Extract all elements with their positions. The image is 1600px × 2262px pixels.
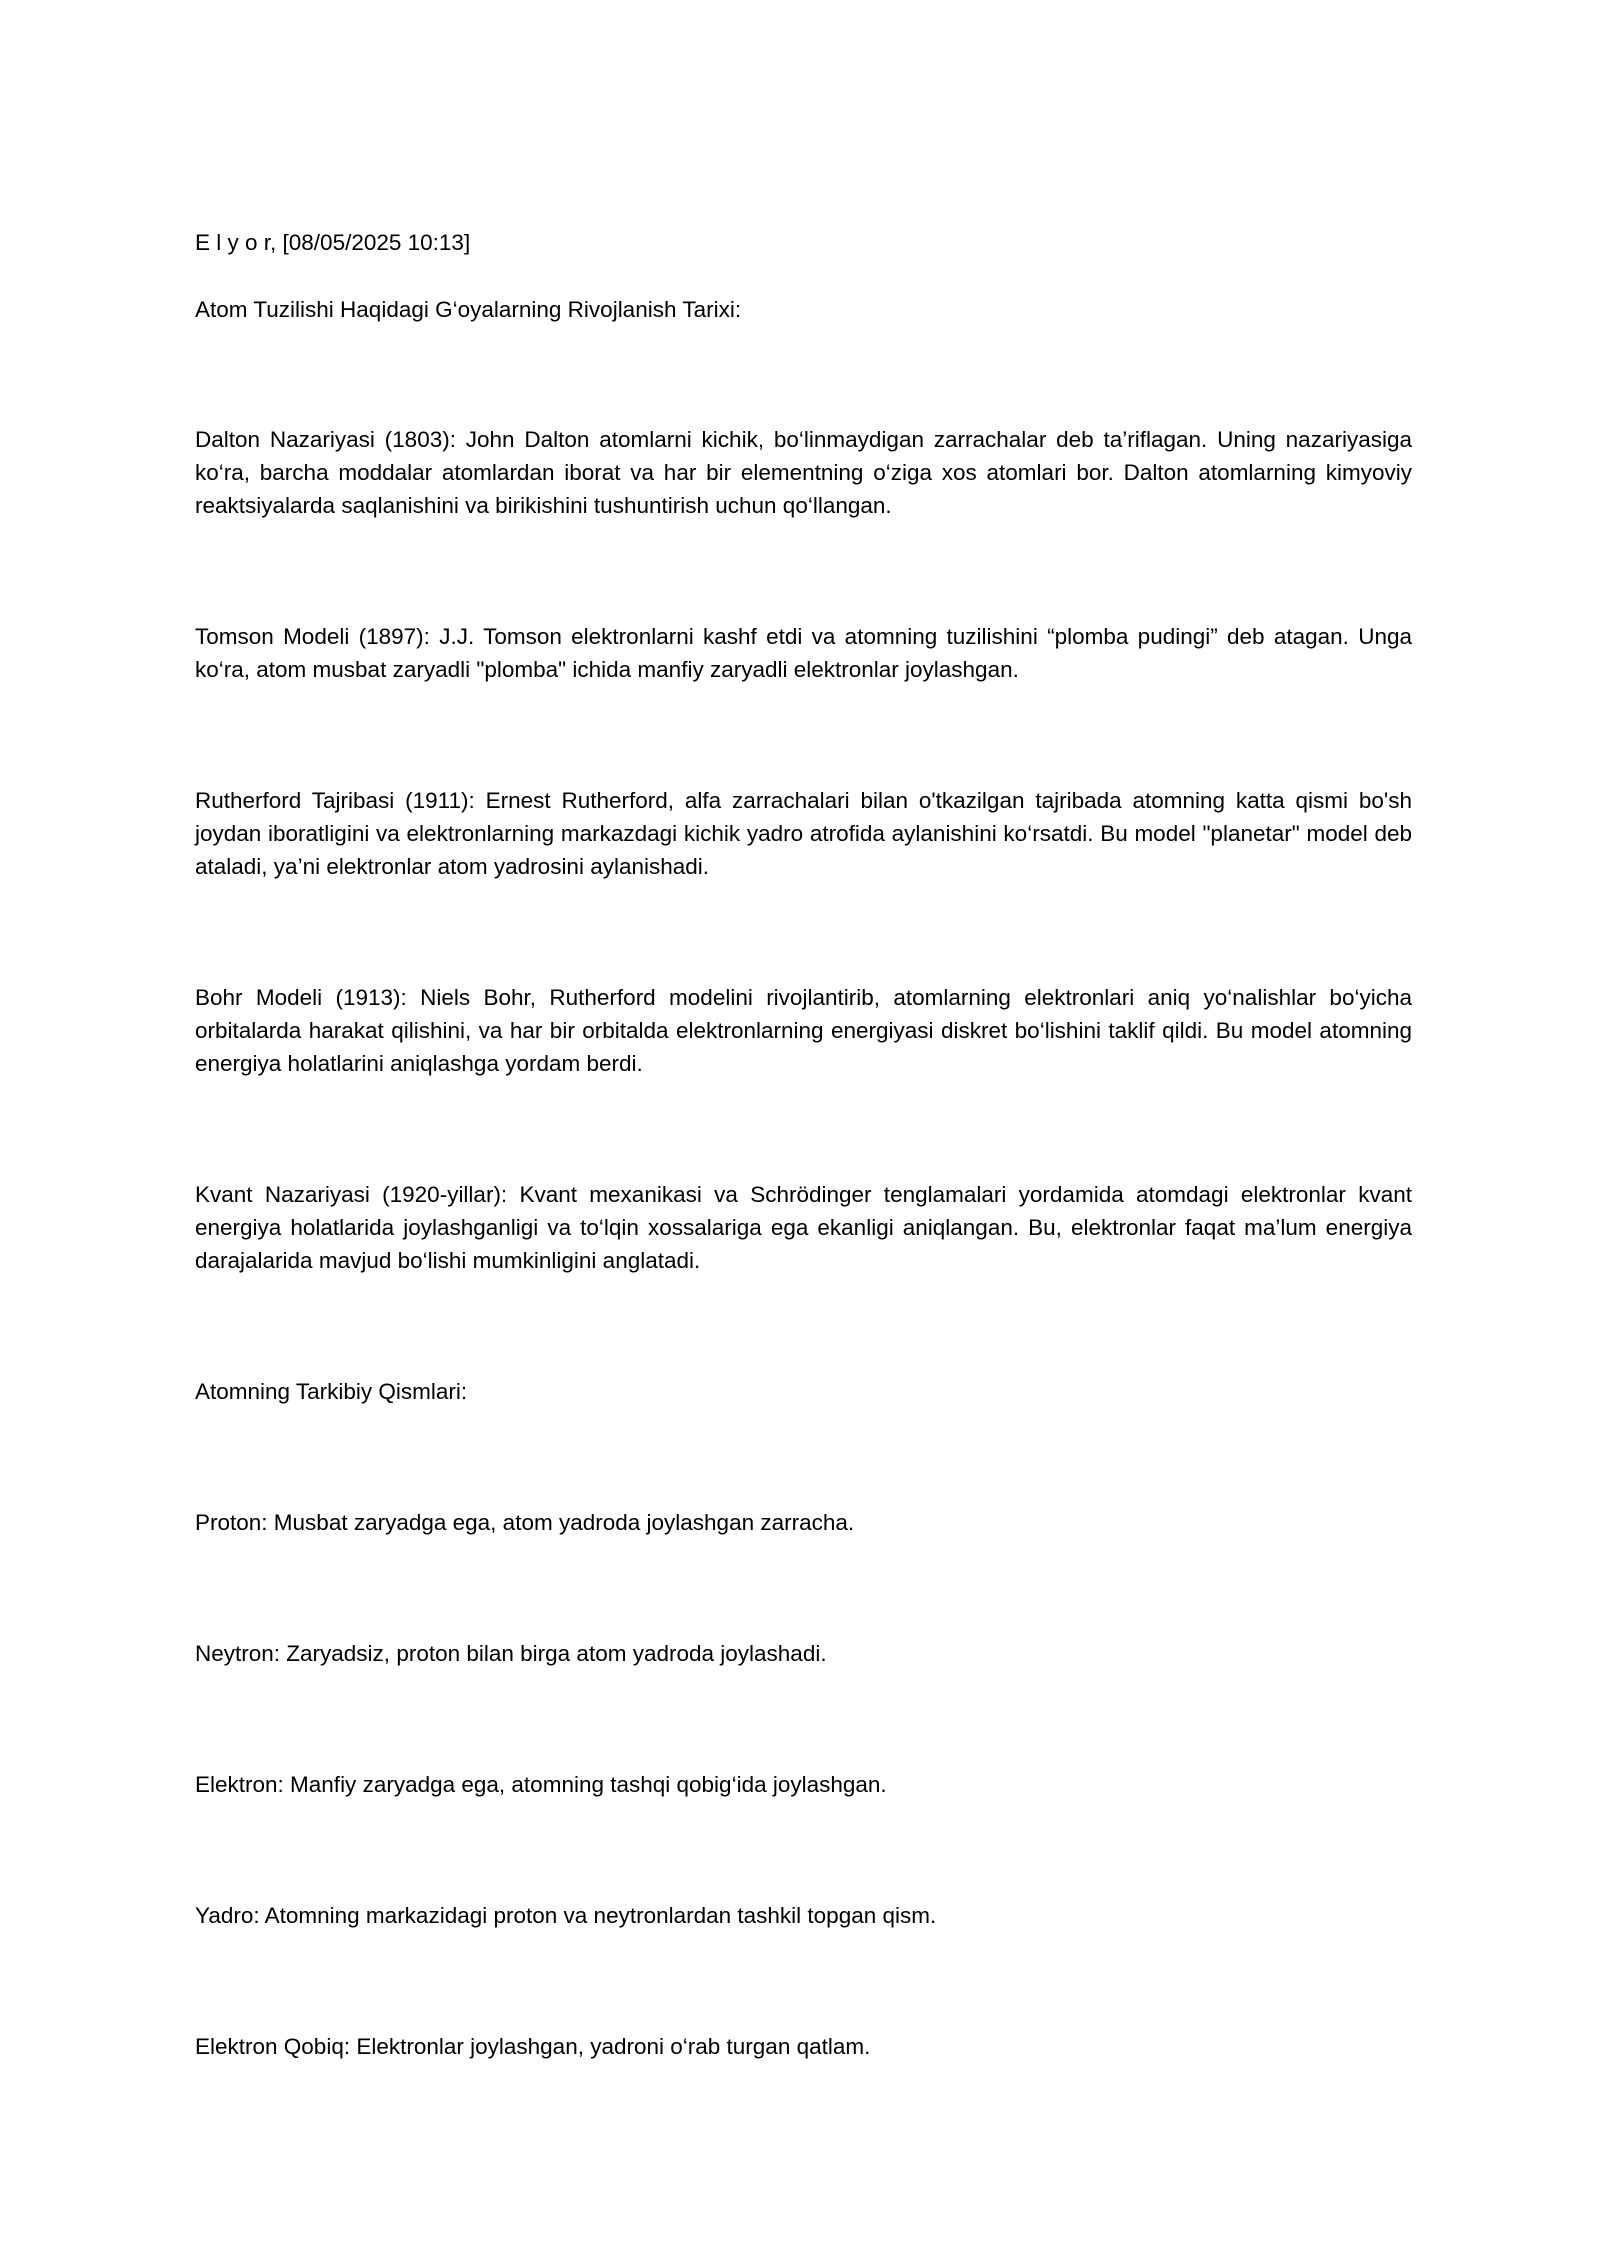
component-item-neytron: Neytron: Zaryadsiz, proton bilan birga atom yadroda joylashadi. [195,1641,827,1666]
document-page [195,0,1412,2262]
component-item-proton: Proton: Musbat zaryadga ega, atom yadroda joylashgan zarracha. [195,1510,855,1535]
component-item-elektron: Elektron: Manfiy zaryadga ega, atomning tashqi qobig‘ida joylashgan. [195,1772,887,1797]
components-heading: Atomning Tarkibiy Qismlari: [195,1379,468,1404]
history-item-bohr: Bohr Modeli (1913): Niels Bohr, Rutherford modelini rivojlantirib, atomlarning elektronlari aniq yo‘nalishlar bo‘yicha orbitalarda harakat qilishini, va har bir orbitalda elektronlarning energiyasi diskret bo‘lishini taklif qildi. Bu model atomning energiya holatlarini aniqlashga yordam berdi. [195,985,1412,1076]
component-item-elektron-qobiq: Elektron Qobiq: Elektronlar joylashgan, yadroni o‘rab turgan qatlam. [195,2034,871,2059]
document-title: Atom Tuzilishi Haqidagi G‘oyalarning Rivojlanish Tarixi: [195,297,742,322]
component-item-yadro: Yadro: Atomning markazidagi proton va neytronlardan tashkil topgan qism. [195,1903,937,1928]
history-item-dalton: Dalton Nazariyasi (1803): John Dalton atomlarni kichik, bo‘linmaydigan zarrachalar deb ta’riflagan. Uning nazariyasiga ko‘ra, barcha moddalar atomlardan iborat va har bir elementning o‘ziga xos atomlari bor. Dalton atomlarning kimyoviy reaktsiyalarda saqlanishini va birikishini tushuntirish uchun qo‘llangan. [195,427,1412,518]
author-timestamp-line: E l y o r, [08/05/2025 10:13] [195,230,471,255]
history-item-kvant: Kvant Nazariyasi (1920-yillar): Kvant mexanikasi va Schrödinger tenglamalari yordamida atomdagi elektronlar kvant energiya holatlarida joylashganligi va to‘lqin xossalariga ega ekanligi aniqlangan. Bu, elektronlar faqat ma’lum energiya darajalarida mavjud bo‘lishi mumkinligini anglatadi. [195,1182,1412,1273]
history-item-tomson: Tomson Modeli (1897): J.J. Tomson elektronlarni kashf etdi va atomning tuzilishini “plomba pudingi” deb atagan. Unga ko‘ra, atom musbat zaryadli "plomba" ichida manfiy zaryadli elektronlar joylashgan. [195,624,1412,682]
history-item-rutherford: Rutherford Tajribasi (1911): Ernest Rutherford, alfa zarrachalari bilan o'tkazilgan tajribada atomning katta qismi bo'sh joydan iboratligini va elektronlarning markazdagi kichik yadro atrofida aylanishini ko‘rsatdi. Bu model "planetar" model deb ataladi, ya’ni elektronlar atom yadrosini aylanishadi. [195,788,1412,879]
